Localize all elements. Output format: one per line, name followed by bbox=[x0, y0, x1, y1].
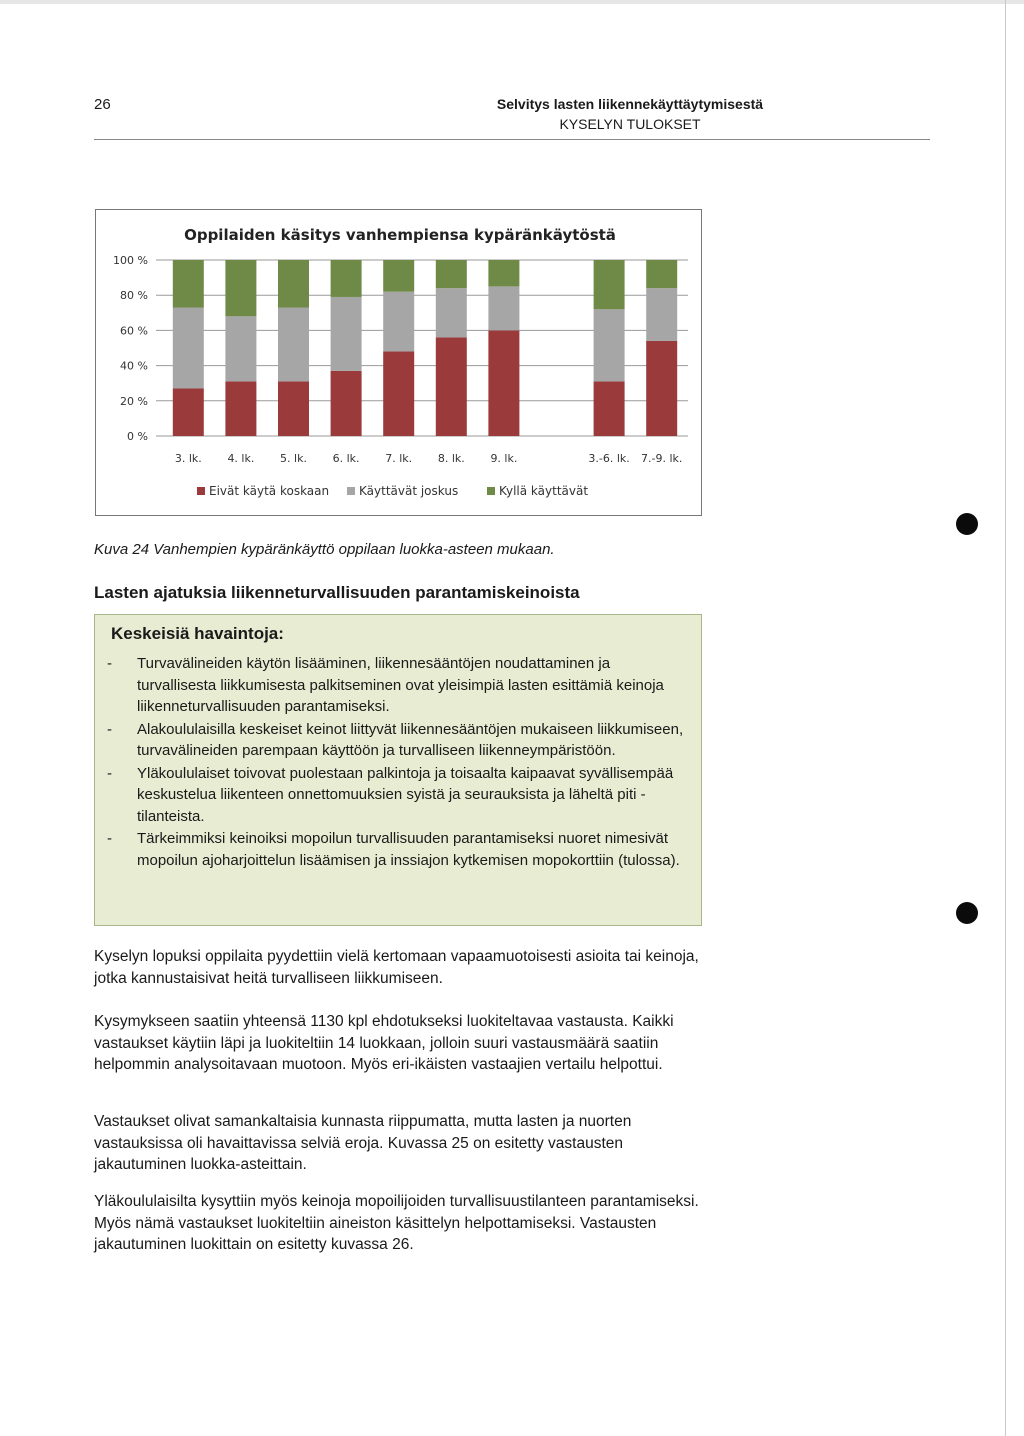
bar-segment bbox=[594, 309, 625, 381]
dash-marker: - bbox=[107, 830, 112, 847]
paragraph: Vastaukset olivat samankaltaisia kunnasta riippumatta, mutta lasten ja nuorten vastauksissa oli havaittavissa selviä eroja. Kuvassa 25 on esitetty vastausten jakautuminen luokka-asteittain. bbox=[94, 1113, 632, 1173]
bar-segment bbox=[488, 260, 519, 286]
bar-segment bbox=[383, 352, 414, 436]
x-tick-label: 3. lk. bbox=[174, 452, 202, 465]
list-item bbox=[107, 653, 687, 718]
list-item bbox=[107, 828, 687, 871]
y-tick-label: 60 % bbox=[120, 324, 148, 338]
bar-segment bbox=[436, 260, 467, 288]
y-tick-label: 20 % bbox=[120, 394, 148, 408]
scan-right-edge bbox=[1005, 0, 1006, 1436]
x-tick-label: 7. lk. bbox=[385, 452, 413, 465]
key-findings-list bbox=[107, 653, 687, 872]
legend-label: Kyllä käyttävät bbox=[499, 484, 589, 498]
bar-segment bbox=[383, 292, 414, 352]
x-tick-label: 6. lk. bbox=[332, 452, 360, 465]
section-heading: Lasten ajatuksia liikenneturvallisuuden parantamiskeinoista bbox=[94, 583, 580, 602]
legend-swatch bbox=[347, 487, 355, 495]
bar-segment bbox=[646, 288, 677, 341]
bar-segment bbox=[646, 260, 677, 288]
bar-segment bbox=[646, 341, 677, 436]
bar-segment bbox=[436, 337, 467, 436]
x-tick-label: 7.-9. lk. bbox=[641, 452, 683, 465]
y-tick-label: 0 % bbox=[127, 430, 148, 443]
chart-frame bbox=[95, 209, 702, 516]
x-tick-label: 8. lk. bbox=[437, 452, 465, 465]
binder-hole-mark bbox=[956, 513, 978, 535]
x-tick-label: 9. lk. bbox=[490, 452, 518, 465]
list-item-text: Yläkoululaiset toivovat puolestaan palkintoja ja toisaalta kaipaavat syvällisempää keskustelua liikenteen onnettomuuksien syistä ja seurauksista ja läheltä piti -tilanteista. bbox=[137, 764, 674, 825]
page-number: 26 bbox=[94, 96, 111, 113]
bar-segment bbox=[173, 260, 204, 308]
key-findings-box bbox=[94, 614, 702, 926]
bar-segment bbox=[383, 260, 414, 292]
dash-marker: - bbox=[107, 720, 112, 738]
binder-hole-mark bbox=[956, 902, 978, 924]
paragraph: Kyselyn lopuksi oppilaita pyydettiin vielä kertomaan vapaamuotoisesti asioita tai keinoja, jotka kannustaisivat heitä turvalliseen liikkumiseen. bbox=[94, 948, 699, 987]
x-tick-label: 3.-6. lk. bbox=[588, 452, 630, 465]
bar-segment bbox=[331, 371, 362, 436]
list-item bbox=[107, 763, 687, 828]
list-item-text: Alakoululaisilla keskeiset keinot liittyvät liikennesääntöjen mukaiseen liikkumiseen, turvavälineiden parempaan käyttöön ja turvalliseen liikenneympäristöön. bbox=[137, 720, 684, 759]
legend-label: Käyttävät joskus bbox=[359, 484, 459, 498]
x-tick-label: 5. lk. bbox=[280, 452, 307, 465]
bar-segment bbox=[436, 288, 467, 337]
running-header-subtitle: KYSELYN TULOKSET bbox=[559, 116, 701, 132]
header-rule bbox=[94, 139, 930, 140]
paragraph: Kysymykseen saatiin yhteensä 1130 kpl ehdotukseksi luokiteltavaa vastausta. Kaikki vastaukset käytiin läpi ja luokiteltiin 14 luokkaan, jolloin suuri vastausmäärä saatiin helpommin analysoitavaan muotoon. Myös eri-ikäisten vastaajien vertailu helpottui. bbox=[94, 1013, 674, 1073]
list-item bbox=[107, 719, 687, 762]
bar-segment bbox=[488, 330, 519, 436]
x-tick-label: 4. lk. bbox=[227, 452, 255, 465]
bar-segment bbox=[225, 381, 256, 436]
y-tick-label: 40 % bbox=[120, 359, 148, 373]
list-item-text: Turvavälineiden käytön lisääminen, liikennesääntöjen noudattaminen ja turvallisesta liikkumisesta palkitseminen ovat yleisimpiä lasten esittämiä keinoja liikenneturvallisuuden parantamiseksi. bbox=[137, 655, 664, 715]
list-item-text: Tärkeimmiksi keinoiksi mopoilun turvallisuuden parantamiseksi nuoret nimesivät mopoilun ajoharjoittelun lisäämisen ja inssiajon kytkemisen mopokorttiin (tulossa). bbox=[137, 830, 680, 869]
bar-segment bbox=[173, 388, 204, 436]
bar-segment bbox=[488, 286, 519, 330]
figure-caption: Kuva 24 Vanhempien kypäränkäyttö oppilaan luokka-asteen mukaan. bbox=[94, 541, 555, 558]
paragraph: Yläkoululaisilta kysyttiin myös keinoja mopoilijoiden turvallisuustilanteen parantamiseksi. Myös nämä vastaukset luokiteltiin aineiston käsittelyn helpottamiseksi. Vastausten jakautuminen luokittain on esitetty kuvassa 26. bbox=[94, 1193, 699, 1253]
chart-title: Oppilaiden käsitys vanhempiensa kypäränkäytöstä bbox=[184, 226, 616, 244]
dash-marker: - bbox=[107, 655, 112, 672]
bar-segment bbox=[225, 260, 256, 316]
y-tick-label: 100 % bbox=[113, 254, 148, 267]
bar-segment bbox=[594, 260, 625, 309]
bar-segment bbox=[331, 260, 362, 297]
y-tick-label: 80 % bbox=[120, 289, 148, 303]
scan-top-edge bbox=[0, 0, 1024, 4]
bar-segment bbox=[173, 308, 204, 389]
bar-segment bbox=[278, 308, 309, 382]
stacked-bar-chart bbox=[96, 210, 703, 517]
bar-segment bbox=[594, 381, 625, 436]
legend-label: Eivät käytä koskaan bbox=[209, 484, 330, 498]
running-header-title: Selvitys lasten liikennekäyttäytymisestä bbox=[496, 96, 764, 112]
legend-swatch bbox=[197, 487, 205, 495]
bar-segment bbox=[278, 260, 309, 308]
bar-segment bbox=[278, 381, 309, 436]
key-findings-title: Keskeisiä havaintoja: bbox=[111, 624, 284, 643]
bar-segment bbox=[225, 316, 256, 381]
dash-marker: - bbox=[107, 764, 112, 782]
legend-swatch bbox=[487, 487, 495, 495]
bar-segment bbox=[331, 297, 362, 371]
